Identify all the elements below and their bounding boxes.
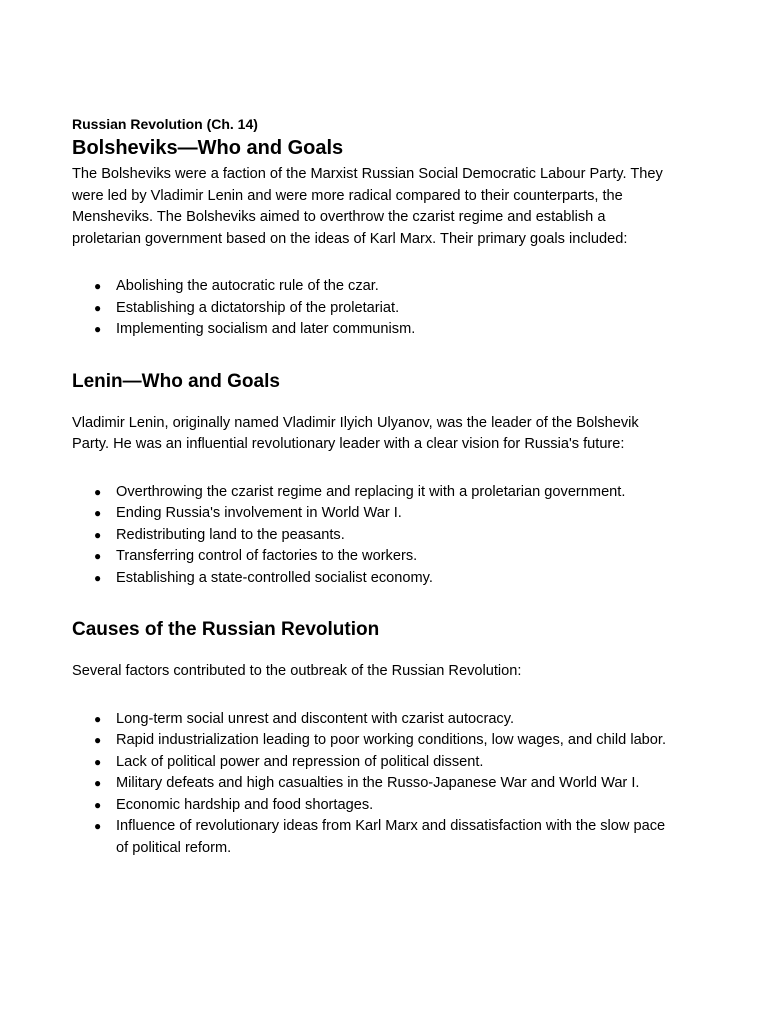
lenin-heading: Lenin—Who and Goals	[72, 370, 280, 392]
list-item: ● Ending Russia's involvement in World War I.	[72, 503, 672, 525]
bolshevik-goals-list	[72, 276, 672, 341]
list-item: ● Long-term social unrest and discontent with czarist autocracy.	[72, 709, 672, 731]
page-title: Bolsheviks—Who and Goals	[72, 137, 344, 159]
lenin-goals-list	[72, 482, 672, 590]
list-item: ● Influence of revolutionary ideas from Karl Marx and dissatisfaction with the slow pace of political reform.	[72, 816, 672, 859]
document-page	[72, 114, 672, 859]
list-item: ● Overthrowing the czarist regime and replacing it with a proletarian government.	[72, 482, 672, 504]
lenin-paragraph: Vladimir Lenin, originally named Vladimir Ilyich Ulyanov, was the leader of the Bolshevik Party. He was an influential revolutionary leader with a clear vision for Russia's future:	[72, 414, 639, 452]
causes-heading: Causes of the Russian Revolution	[72, 619, 380, 640]
list-item: ● Abolishing the autocratic rule of the czar.	[72, 276, 672, 298]
causes-paragraph: Several factors contributed to the outbreak of the Russian Revolution:	[72, 663, 522, 679]
list-item: ● Implementing socialism and later communism.	[72, 319, 672, 341]
list-item: ● Establishing a dictatorship of the proletariat.	[72, 298, 672, 320]
list-item: ● Lack of political power and repression of political dissent.	[72, 752, 672, 774]
list-item: ● Redistributing land to the peasants.	[72, 525, 672, 547]
list-item: ● Transferring control of factories to the workers.	[72, 546, 672, 568]
causes-list	[72, 709, 672, 860]
list-item: ● Rapid industrialization leading to poor working conditions, low wages, and child labor.	[72, 730, 672, 752]
list-item: ● Establishing a state-controlled socialist economy.	[72, 568, 672, 590]
document-label: Russian Revolution (Ch. 14)	[72, 116, 258, 132]
list-item: ● Military defeats and high casualties in the Russo-Japanese War and World War I.	[72, 773, 672, 795]
list-item: ● Economic hardship and food shortages.	[72, 795, 672, 817]
bolsheviks-intro-paragraph: The Bolsheviks were a faction of the Marxist Russian Social Democratic Labour Party. They were led by Vladimir Lenin and were more radical compared to their counterparts, the Mensheviks. The Bolsheviks aimed to overthrow the czarist regime and establish a proletarian government based on the ideas of Karl Marx. Their primary goals included:	[72, 166, 663, 247]
